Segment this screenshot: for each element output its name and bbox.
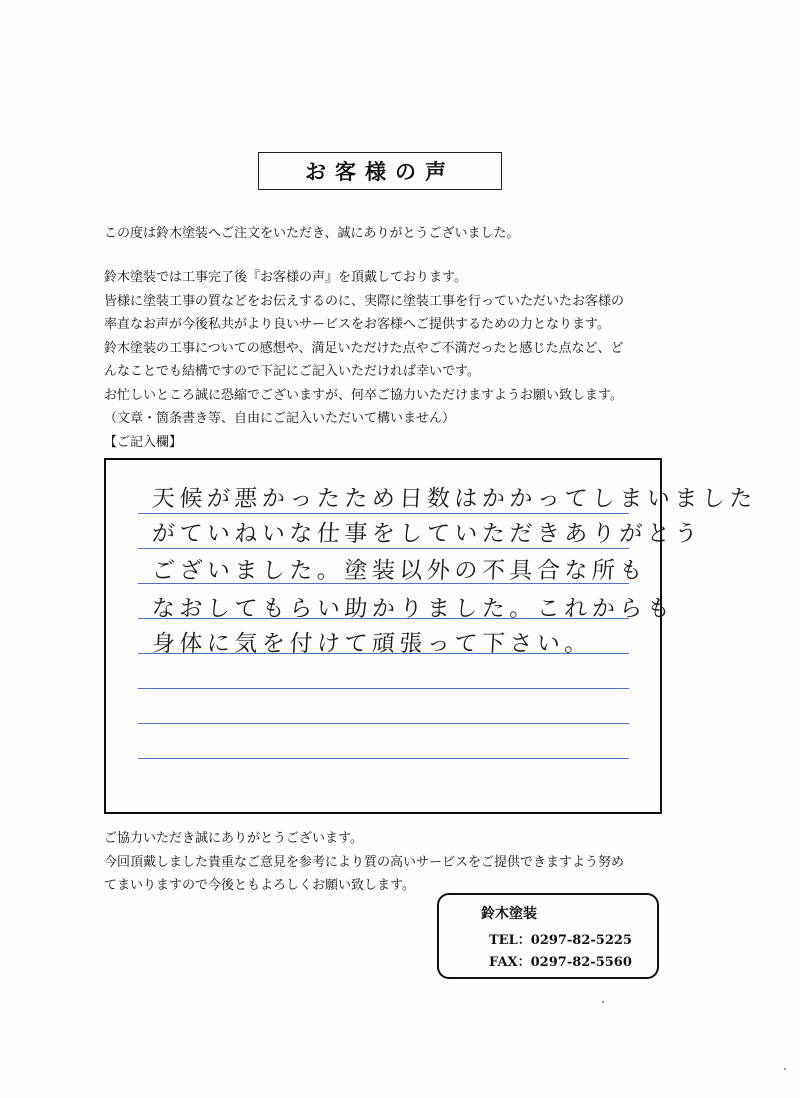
- writing-line: [138, 758, 629, 759]
- closing-line: てまいりますので今後ともよろしくお願い致します。: [104, 878, 415, 893]
- phone-number: TEL：0297-82-5225: [489, 933, 632, 948]
- writing-line: [138, 723, 629, 724]
- fax-number: FAX：0297-82-5560: [489, 955, 632, 970]
- closing-line: 今回頂戴しました貴重なご意見を参考により質の高いサービスをご提供できますよう努め: [104, 854, 625, 870]
- instruction-line: んなことでも結構ですので下記にご記入いただければ幸いです。: [104, 364, 480, 379]
- writing-line: [138, 688, 629, 689]
- handwritten-comment-line: 身体に気を付けて頑張って下さい。: [151, 631, 593, 657]
- instruction-line: （文章・箇条書き等、自由にご記入いただいて構いません）: [104, 411, 456, 426]
- intro-text: この度は鈴木塗装へご注文をいただき、誠にありがとうございました。: [104, 226, 520, 241]
- scan-speck: [784, 1068, 786, 1070]
- instruction-line: 鈴木塗装では工事完了後『お客様の声』を頂戴しております。: [104, 270, 467, 285]
- page-title: お客様の声: [258, 152, 502, 190]
- instructions: [104, 266, 624, 454]
- writing-line: [138, 513, 629, 514]
- company-name: 鈴木塗装: [481, 906, 537, 922]
- handwritten-comment-line: 天候が悪かったため日数はかかってしまいました: [151, 486, 758, 512]
- handwritten-comment-line: ございました。塗装以外の不具合な所も: [151, 558, 648, 584]
- scan-speck: [602, 1001, 604, 1003]
- handwritten-comment-line: なおしてもらい助かりました。これからも: [151, 596, 676, 622]
- closing-message: [104, 827, 624, 898]
- writing-line: [138, 548, 629, 549]
- closing-line: ご協力いただき誠にありがとうございます。: [104, 831, 363, 846]
- instruction-line: お忙しいところ誠に恐縮でございますが、何卒ご協力いただけますようお願い致します。: [104, 387, 623, 403]
- instruction-line: 率直なお声が今後私共がより良いサービスをお客様へご提供するための力となります。: [104, 317, 610, 332]
- contact-box: [437, 893, 659, 979]
- handwritten-comment-line: がていねいな仕事をしていただきありがとう: [151, 521, 703, 547]
- instruction-line: 皆様に塗装工事の質などをお伝えするのに、実際に塗装工事を行っていただいたお客様の: [104, 293, 625, 309]
- entry-field-label: 【ご記入欄】: [104, 434, 183, 450]
- instruction-line: 鈴木塗装の工事についての感想や、満足いただけた点やご不満だったと感じた点など、ど: [104, 340, 624, 356]
